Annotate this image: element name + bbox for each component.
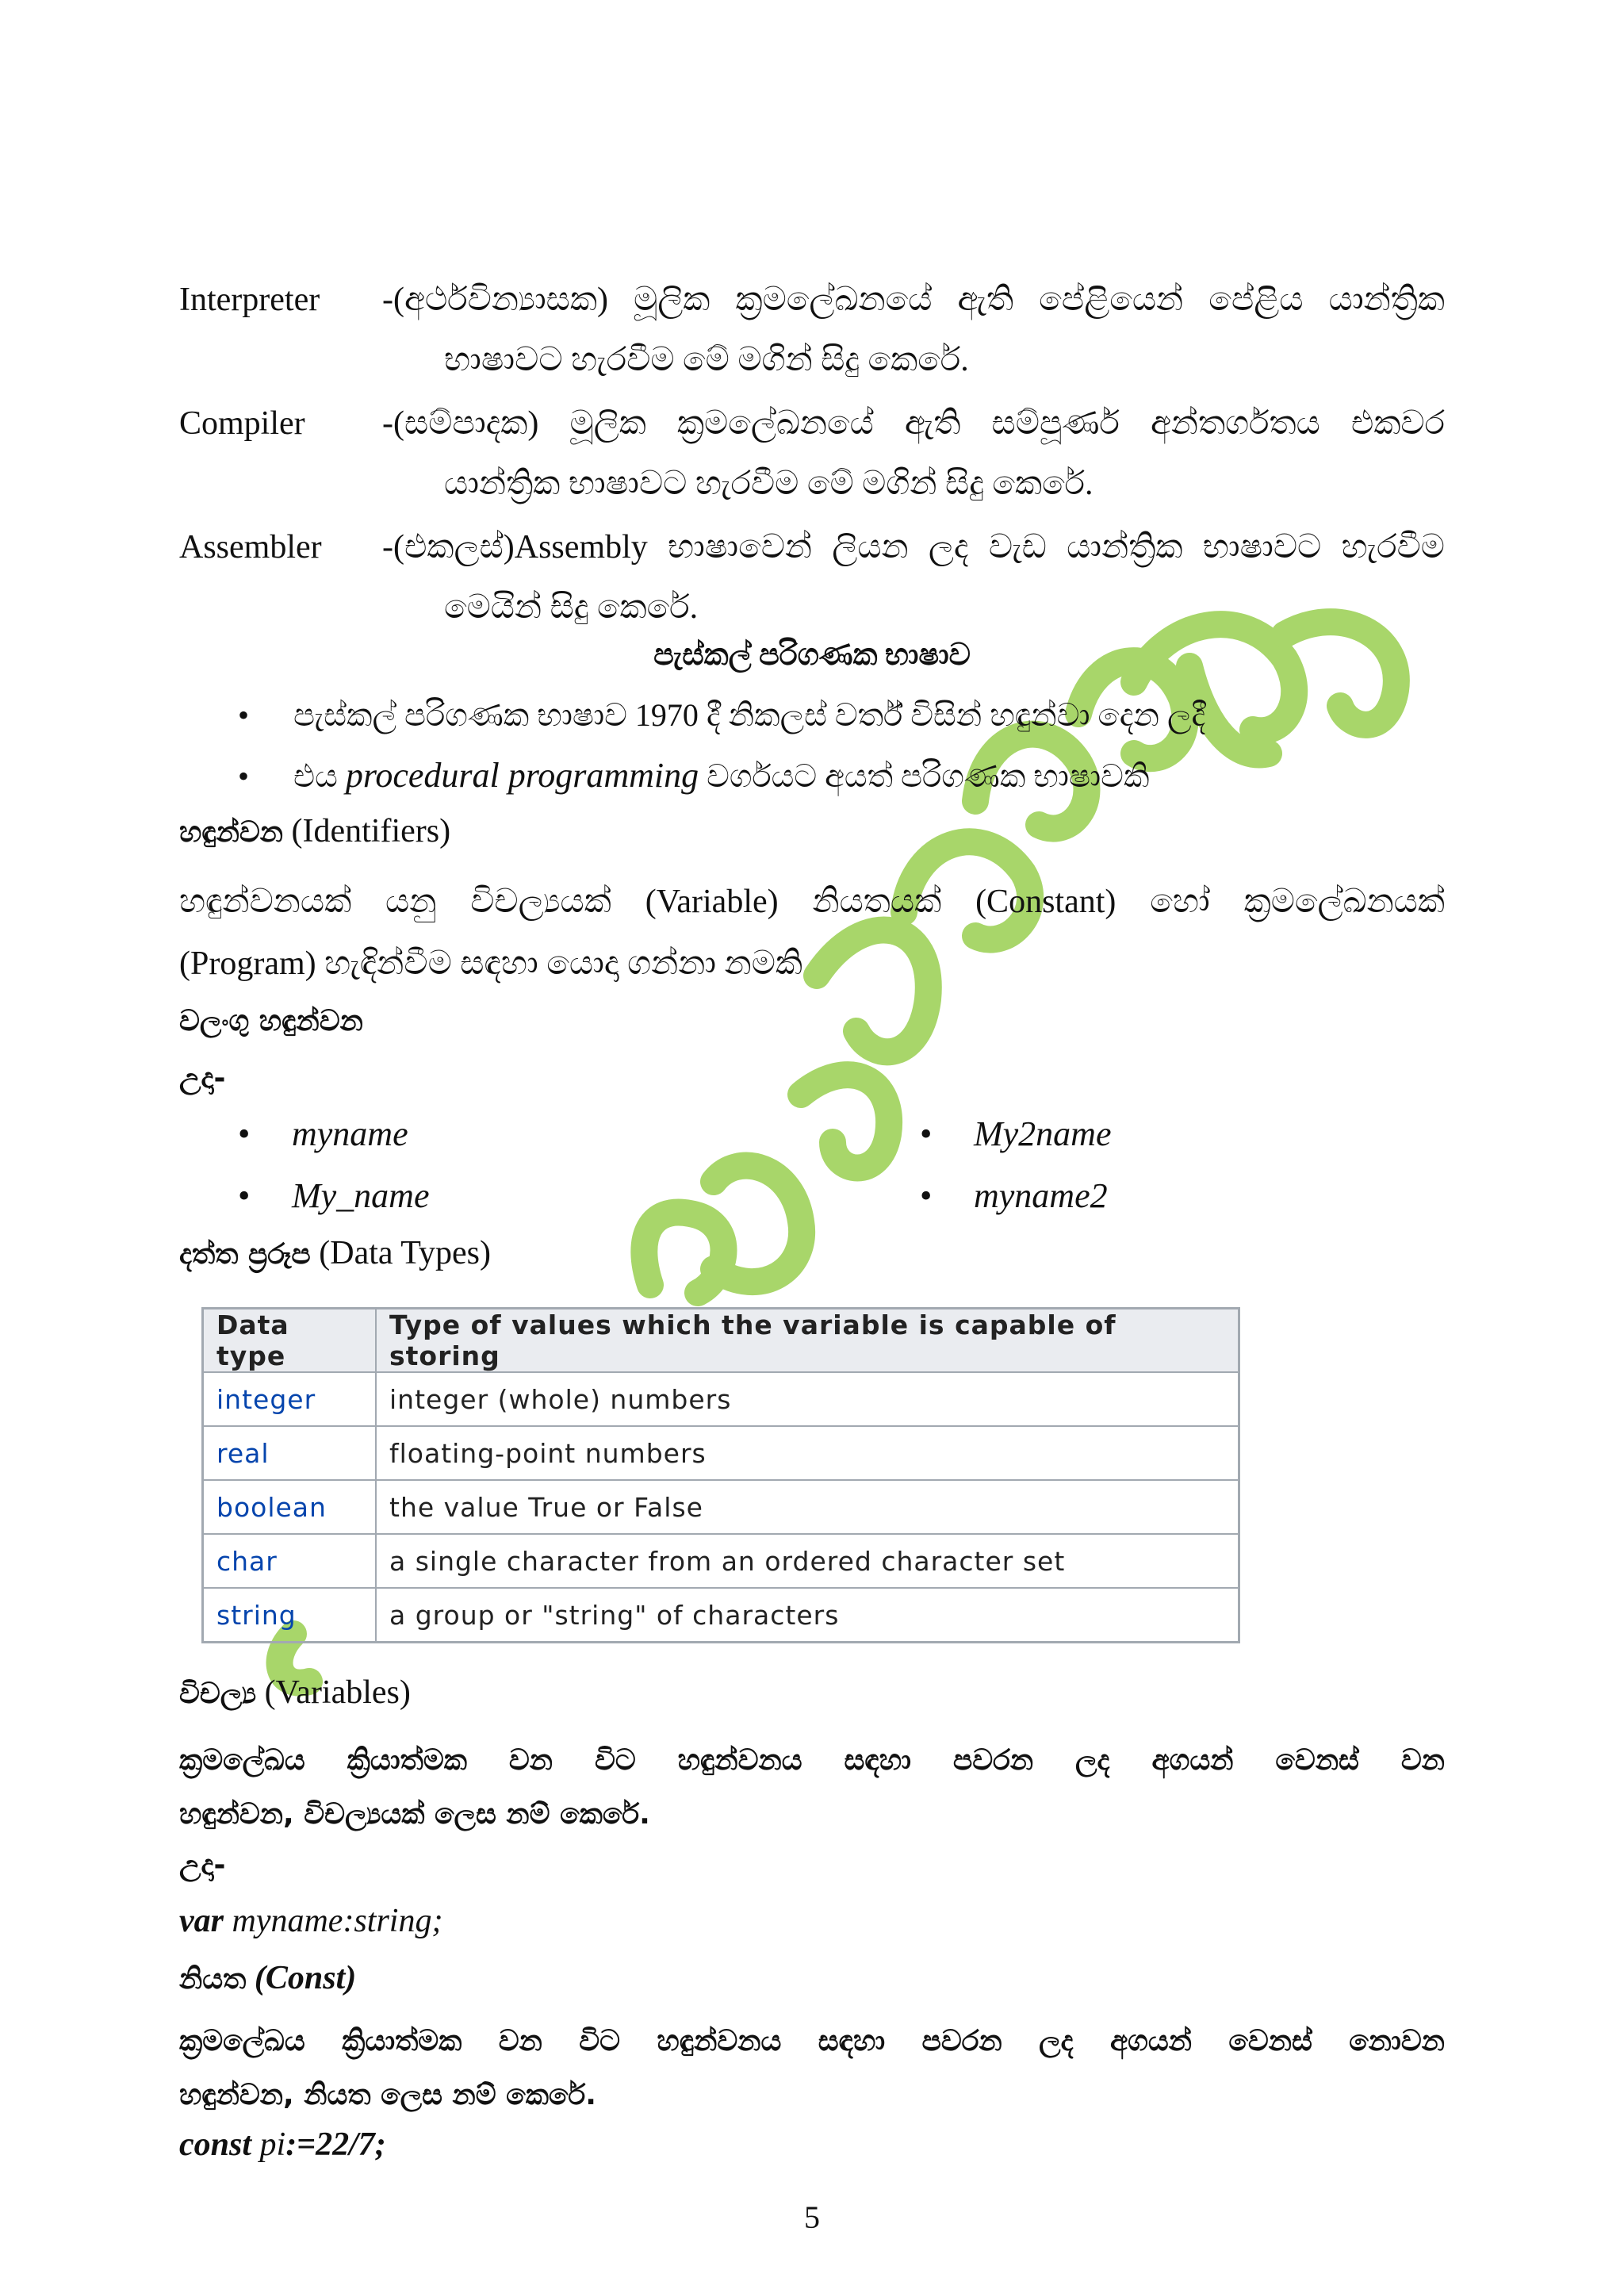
heading-en: (Identifiers) [291,813,451,849]
heading-data-types [179,1234,491,1272]
code-text: myname:string; [224,1903,443,1939]
heading-si: නියත [179,1963,247,1996]
paragraph-line: ක්‍රමලේඛය ක්‍රියාත්මක වන විට හඳුන්වනය සඳහා පවරන ලද අගයන් වෙනස් වන [179,1744,1445,1777]
paragraph-line: හඳුන්වන, නියත ලෙස නම් කෙරේ. [179,2079,596,2111]
heading-si: වලංගු හඳුන්වන [179,1005,363,1037]
example-identifier: myname [292,1114,408,1153]
list-item [238,755,1149,796]
definition-text: (සම්පාදක) මූලික ක්‍රමලේඛනයේ ඇති සම්පූර්ණ අන්තර්ගතය එකවර [393,405,1445,442]
heading-en: (Const) [254,1960,357,1996]
table-cell: a single character from an ordered character set [376,1534,1239,1588]
code-keyword: var [179,1903,224,1939]
heading-si: හඳුන්වන [179,816,284,849]
definition-term: Assembler - [179,529,393,566]
data-type-link[interactable]: integer [203,1372,377,1426]
paragraph-line: හඳුන්වනයක් යනු විචල්‍යයක් (Variable) නියතයක් (Constant) හෝ ක්‍රමලේඛනයක් [179,884,1445,920]
code-text: pi [251,2126,286,2163]
definition-text: (අර්ථවින්‍යාසක) මූලික ක්‍රමලේඛනයේ ඇති පේළියෙන් පේළිය යාන්ත්‍රික [393,282,1445,318]
definition-term: Compiler - [179,405,393,442]
table-cell: floating-point numbers [376,1426,1239,1480]
data-type-link[interactable]: string [203,1588,377,1643]
heading-en: (Data Types) [319,1235,492,1271]
bullet-symbol: • [920,1114,933,1153]
example-identifier: My_name [292,1176,430,1215]
heading-variables [179,1674,411,1712]
definition-text: (එකලස්)Assembly භාෂාවෙන් ලියන ලද වැඩ යාන්ත්‍රික භාෂාවට හැරවීම [393,529,1445,566]
heading-en: (Variables) [264,1674,411,1711]
heading-si: දත්ත ප්‍රරූප [179,1238,311,1271]
paragraph-variables [179,1734,1445,1842]
paragraph-line: හඳුන්වන, විචල්‍යයක් ලෙස නම් කෙරේ. [179,1798,650,1831]
table-cell: the value True or False [376,1480,1239,1534]
example-item [920,1175,1108,1216]
example-label-text: උදා- [179,1062,226,1095]
table-header-cell: Type of values which the variable is capable of storing [376,1309,1239,1373]
paragraph-line: ක්‍රමලේඛය ක්‍රියාත්මක වන විට හඳුන්වනය සඳහා පවරන ලද අගයන් වෙනස් නොවන [179,2025,1445,2057]
heading-identifiers [179,812,450,850]
code-keyword: const [179,2126,252,2163]
heading-valid-identifiers [179,1001,363,1039]
table-header-row [203,1309,1239,1373]
table-row [203,1372,1239,1426]
example-label [179,1845,225,1883]
paragraph-line: (Program) හැඳින්වීම සඳහා යොදා ගන්නා නමකි [179,945,803,982]
example-identifier: myname2 [974,1176,1108,1215]
definition-text-cont: භාෂාවට හැරවීම මේ මගින් සිදු කෙරේ. [444,342,969,378]
data-type-link[interactable]: char [203,1534,377,1588]
definition-assembler [179,517,1445,638]
heading-si: විචල්‍ය [179,1678,257,1710]
heading-constants [179,1959,356,1997]
list-item-text: එය [293,758,346,794]
example-label-text: උදා- [179,1849,226,1881]
page-number: 5 [804,2199,820,2235]
table-row [203,1588,1239,1643]
paragraph-constants [179,2015,1445,2122]
data-types-table [201,1307,1240,1643]
example-item [920,1114,1112,1154]
definition-interpreter [179,270,1445,390]
paragraph-identifiers [179,871,1445,995]
list-item-emphasis: procedural programming [345,756,699,795]
table-row [203,1426,1239,1480]
table-cell: a group or "string" of characters [376,1588,1239,1643]
bullet-symbol: • [238,1114,251,1153]
list-item [238,696,1205,734]
data-type-link[interactable]: real [203,1426,377,1480]
code-text-bold: :=22/7; [285,2126,386,2163]
example-label [179,1058,225,1096]
table-cell: integer (whole) numbers [376,1372,1239,1426]
example-item [238,1175,430,1216]
definition-term: Interpreter - [179,282,393,318]
table-row [203,1480,1239,1534]
code-example-var [179,1902,442,1940]
bullet-symbol: • [238,758,250,794]
table-row [203,1534,1239,1588]
bullet-symbol: • [920,1176,933,1215]
bullet-symbol: • [238,697,250,733]
section-title-pascal: පැස්කල් පරිගණක භාෂාව [653,638,971,672]
list-item-text: පැස්කල් පරිගණක භාෂාව 1970 දී නිකලස් වර්ත් විසින් හඳුන්වා දෙන ලදී [293,697,1206,733]
example-item [238,1114,408,1154]
definition-compiler [179,393,1445,514]
definition-text-cont: මෙයින් සිදු කෙරේ. [444,589,699,626]
bullet-symbol: • [238,1176,251,1215]
example-identifier: My2name [974,1114,1112,1153]
data-type-link[interactable]: boolean [203,1480,377,1534]
table-header-cell: Data type [203,1309,377,1373]
list-item-text: වර්ගයට අයත් පරිගණක භාෂාවකි [699,758,1150,794]
code-example-const [179,2126,386,2164]
definition-text-cont: යාන්ත්‍රික භාෂාවට හැරවීම මේ මගින් සිදු කෙරේ. [444,466,1094,502]
